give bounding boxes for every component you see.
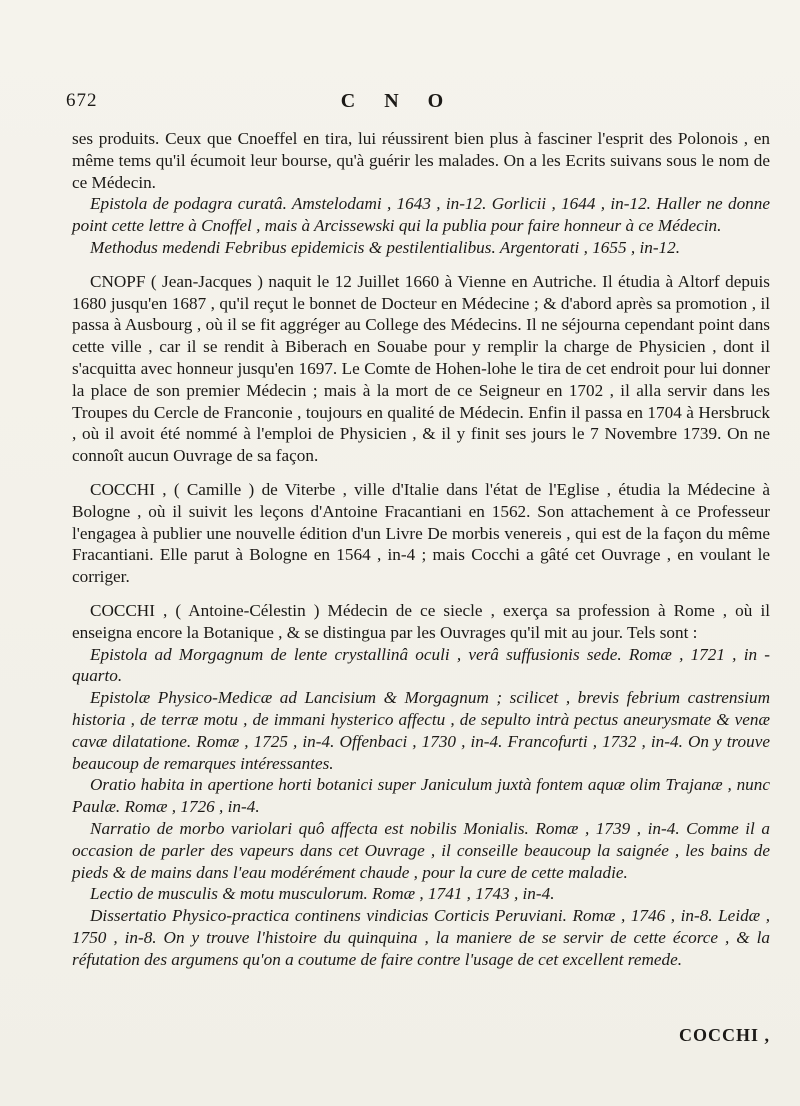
entry-work: Epistola de podagra curatâ. Amstelodami , 1643 , in-12. Gorlicii , 1644 , in-12. Haller ne donne point cette lettre à Cnoffel , mais à Arcissewski qui la publia pour faire honneur à ce Médecin.	[72, 194, 770, 236]
catchword: COCCHI ,	[678, 1025, 770, 1045]
paragraph-continuation: ses produits. Ceux que Cnoeffel en tira, lui réussirent bien plus à fasciner l'esprit des Polonois , en même tems qu'il écumoit leur bourse, qu'à guérir les malades. On a les Ecrits suivans sous le nom de ce Médecin.	[72, 129, 770, 192]
entry-work: Epistolæ Physico-Medicæ ad Lancisium & Morgagnum ; scilicet , brevis febrium castrensium historia , de terræ motu , de immani hysterico affectu , de sepulto intrà pectus aneurysmate & venæ cavæ dilatatione. Romæ , 1725 , in-4. Offenbaci , 1730 , in-4. Francofurti , 1732 , in-4. On y trouve beaucoup de remarques intéressantes.	[72, 688, 770, 773]
running-head: C N O	[340, 90, 456, 112]
entry-work: Oratio habita in apertione horti botanici super Janiculum juxtà fontem aquæ olim Trajanæ , nunc Paulæ. Romæ , 1726 , in-4.	[72, 775, 770, 817]
entry-work: Methodus medendi Febribus epidemicis & pestilentialibus. Argentorati , 1655 , in-12.	[90, 237, 681, 257]
entry-cocchi-camille: COCCHI , ( Camille ) de Viterbe , ville d'Italie dans l'état de l'Eglise , étudia la Médecine à Bologne , où il suivit les leçons d'Antoine Fracantiani en 1562. Son attachement à ce Professeur l'engagea à publier une nouvelle édition d'un Livre De morbis venereis , qui est de la façon du même Fracantiani. Elle parut à Bologne en 1564 , in-4 ; mais Cocchi a gâté cet Ouvrage , en voulant le corriger.	[72, 479, 770, 587]
entry-work: Dissertatio Physico-practica continens vindicias Corticis Peruviani. Romæ , 1746 , in-8. Leidæ , 1750 , in-8. On y trouve l'histoire du quinquina , la maniere de se servir de cette écorce , & la réfutation des argumens qu'on a coutume de faire contre l'usage de cet excellent remede.	[72, 906, 770, 969]
entry-cocchi-antoine: COCCHI , ( Antoine-Célestin ) Médecin de ce siecle , exerça sa profession à Rome , où il enseigna encore la Botanique , & se distingua par les Ouvrages qu'il mit au jour. Tels sont :	[72, 600, 770, 642]
entry-cnopf: CNOPF ( Jean-Jacques ) naquit le 12 Juillet 1660 à Vienne en Autriche. Il étudia à Altorf depuis 1680 jusqu'en 1687 , qu'il reçut le bonnet de Docteur en Médecine ; & d'abord après sa promotion , il passa à Ausbourg , où il se fit aggréger au College des Médecins. Il ne séjourna cependant point dans cette ville , car il se rendit à Biberach en Souabe pour y remplir la charge de Physicien , dont il s'acquitta avec honneur jusqu'en 1697. Le Comte de Hohen-lohe le tira de cet endroit pour lui donner la place de son premier Médecin ; mais à la mort de ce Seigneur en 1702 , il alla servir dans les Troupes du Cercle de Franconie , toujours en qualité de Médecin. Enfin il passa en 1704 à Hersbruck , où il avoit été nommé à l'emploi de Physicien , & il y finit ses jours le 7 Novembre 1739. On ne connoît aucun Ouvrage de sa façon.	[72, 271, 770, 466]
page-body	[72, 128, 770, 970]
entry-work: Epistola ad Morgagnum de lente crystallinâ oculi , verâ suffusionis sede. Romæ , 1721 , in - quarto.	[72, 644, 770, 686]
entry-work: Narratio de morbo variolari quô affecta est nobilis Monialis. Romæ , 1739 , in-4. Comme il a occasion de parler des vapeurs dans cet Ouvrage , il conseille beaucoup la saignée , les bains de pieds & de mains dans l'eau modérément chaude , pour la cure de cette maladie.	[72, 818, 770, 882]
page-number: 672	[66, 90, 98, 111]
page-header	[66, 90, 770, 116]
entry-work: Lectio de musculis & motu musculorum. Romæ , 1741 , 1743 , in-4.	[90, 884, 555, 904]
